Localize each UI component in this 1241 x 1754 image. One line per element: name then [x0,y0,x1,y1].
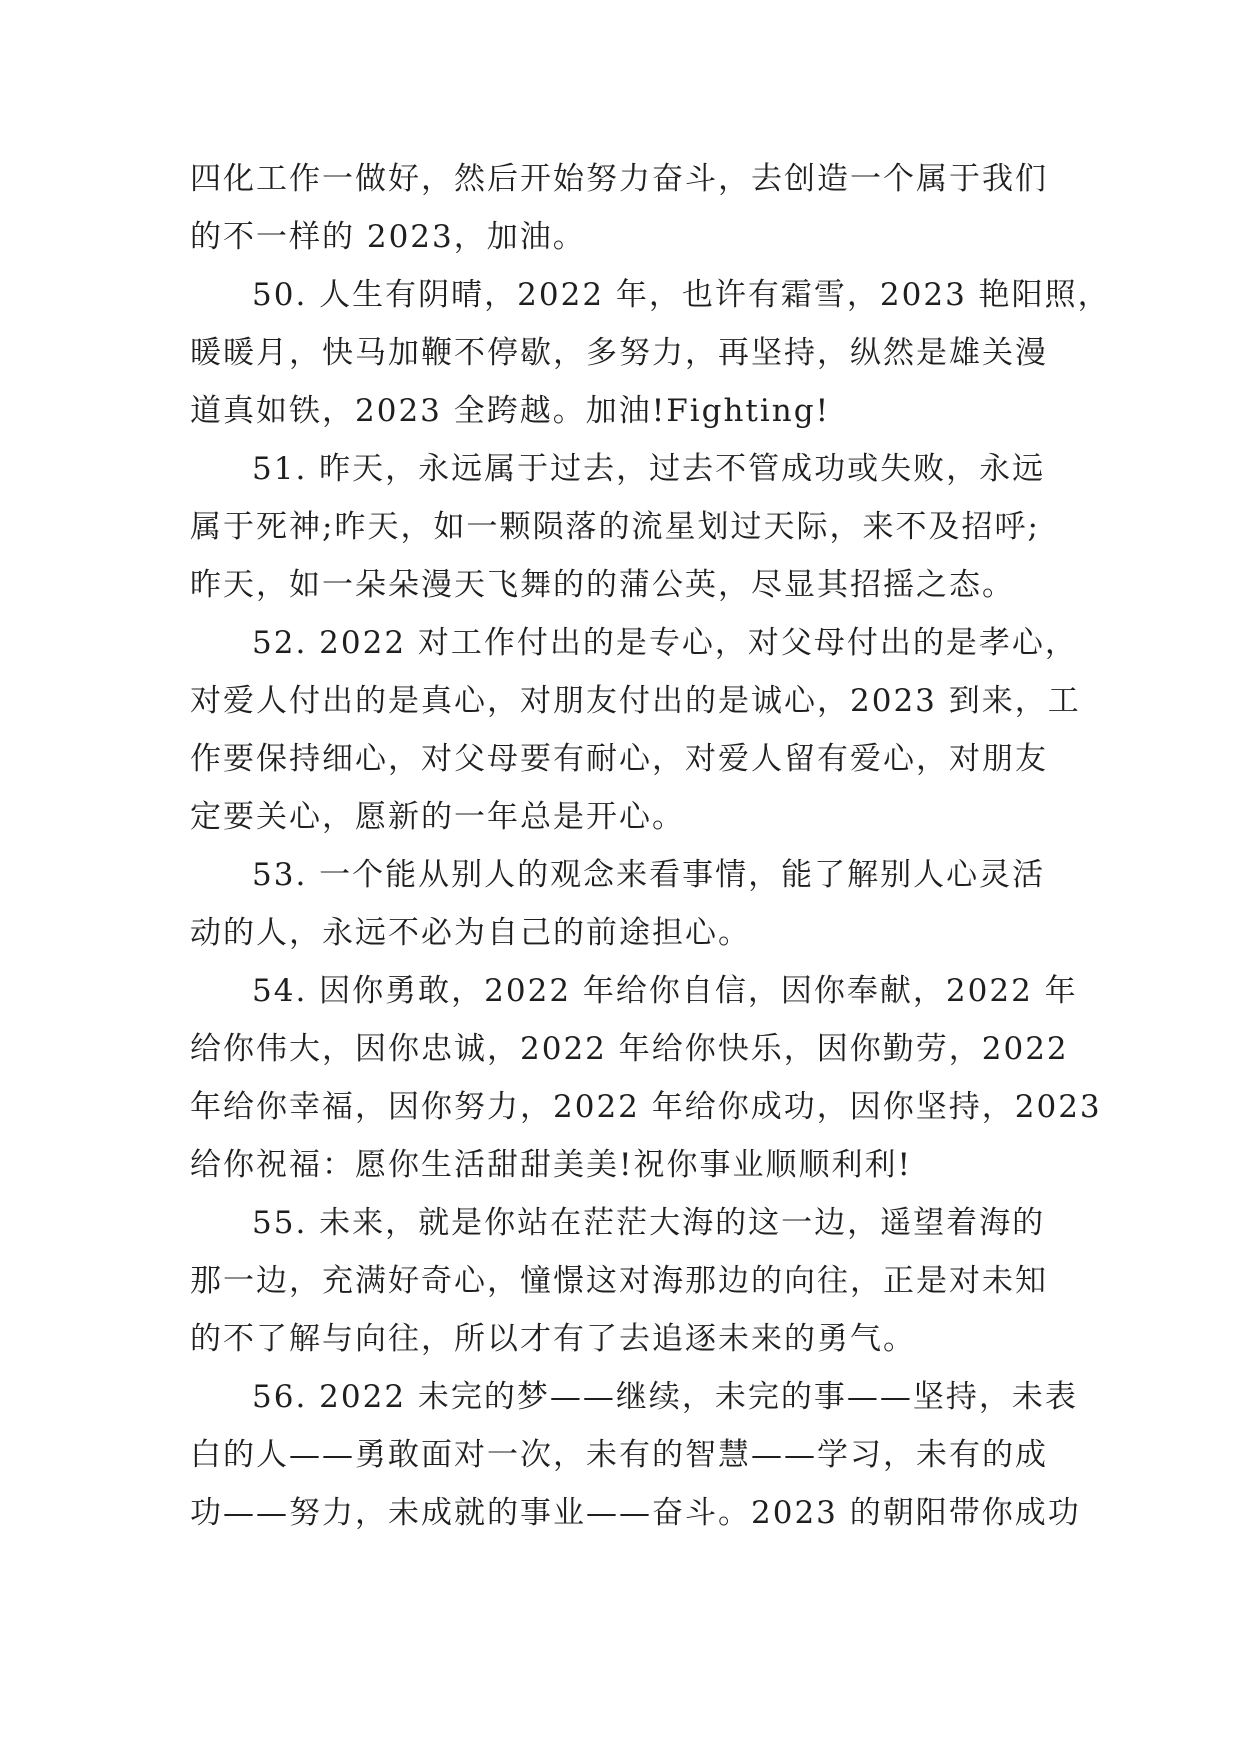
text-line: 定要关心，愿新的一年总是开心。 [190,799,685,835]
paragraph-55 [190,1194,1070,1368]
paragraph-52 [190,614,1081,846]
text-line: 55. 未来，就是你站在茫茫大海的这一边，遥望着海的 [252,1205,1046,1241]
text-line: 给你祝福：愿你生活甜甜美美!祝你事业顺顺利利! [190,1147,912,1183]
text-line: 昨天，如一朵朵漫天飞舞的的蒲公英，尽显其招摇之态。 [190,567,1015,603]
paragraph-50 [190,266,1111,440]
text-line: 那一边，充满好奇心，憧憬这对海那边的向往，正是对未知 [190,1263,1048,1299]
text-line: 52. 2022 对工作付出的是专心，对父母付出的是孝心， [252,625,1078,661]
text-line: 53. 一个能从别人的观念来看事情，能了解别人心灵活 [252,857,1046,893]
text-line: 四化工作一做好，然后开始努力奋斗，去创造一个属于我们 [190,161,1048,197]
text-line: 属于死神;昨天，如一颗陨落的流星划过天际，来不及招呼; [190,509,1040,545]
paragraph-continuation [190,150,1070,266]
text-line: 功——努力，未成就的事业——奋斗。2023 的朝阳带你成功 [190,1495,1081,1531]
text-line: 作要保持细心，对父母要有耐心，对爱人留有爱心，对朋友 [190,741,1048,777]
text-line: 道真如铁，2023 全跨越。加油!Fighting! [190,393,831,429]
paragraph-54 [190,962,1102,1194]
text-line: 白的人——勇敢面对一次，未有的智慧——学习，未有的成 [190,1437,1048,1473]
paragraph-56 [190,1368,1081,1542]
text-line: 56. 2022 未完的梦——继续，未完的事——坚持，未表 [252,1379,1078,1415]
text-line: 给你伟大，因你忠诚，2022 年给你快乐，因你勤劳，2022 [190,1031,1069,1067]
text-line: 的不了解与向往，所以才有了去追逐未来的勇气。 [190,1321,916,1357]
text-line: 54. 因你勇敢，2022 年给你自信，因你奉献，2022 年 [252,973,1078,1009]
text-line: 50. 人生有阴晴，2022 年，也许有霜雪，2023 艳阳照， [252,277,1111,313]
text-line: 的不一样的 2023，加油。 [190,219,586,255]
text-line: 51. 昨天，永远属于过去，过去不管成功或失败，永远 [252,451,1046,487]
paragraph-51 [190,440,1070,614]
text-line: 动的人，永远不必为自己的前途担心。 [190,915,751,951]
text-line: 暖暖月，快马加鞭不停歇，多努力，再坚持，纵然是雄关漫 [190,335,1048,371]
document-body [190,150,1111,1542]
paragraph-53 [190,846,1070,962]
text-line: 对爱人付出的是真心，对朋友付出的是诚心，2023 到来，工 [190,683,1081,719]
text-line: 年给你幸福，因你努力，2022 年给你成功，因你坚持，2023 [190,1089,1102,1125]
